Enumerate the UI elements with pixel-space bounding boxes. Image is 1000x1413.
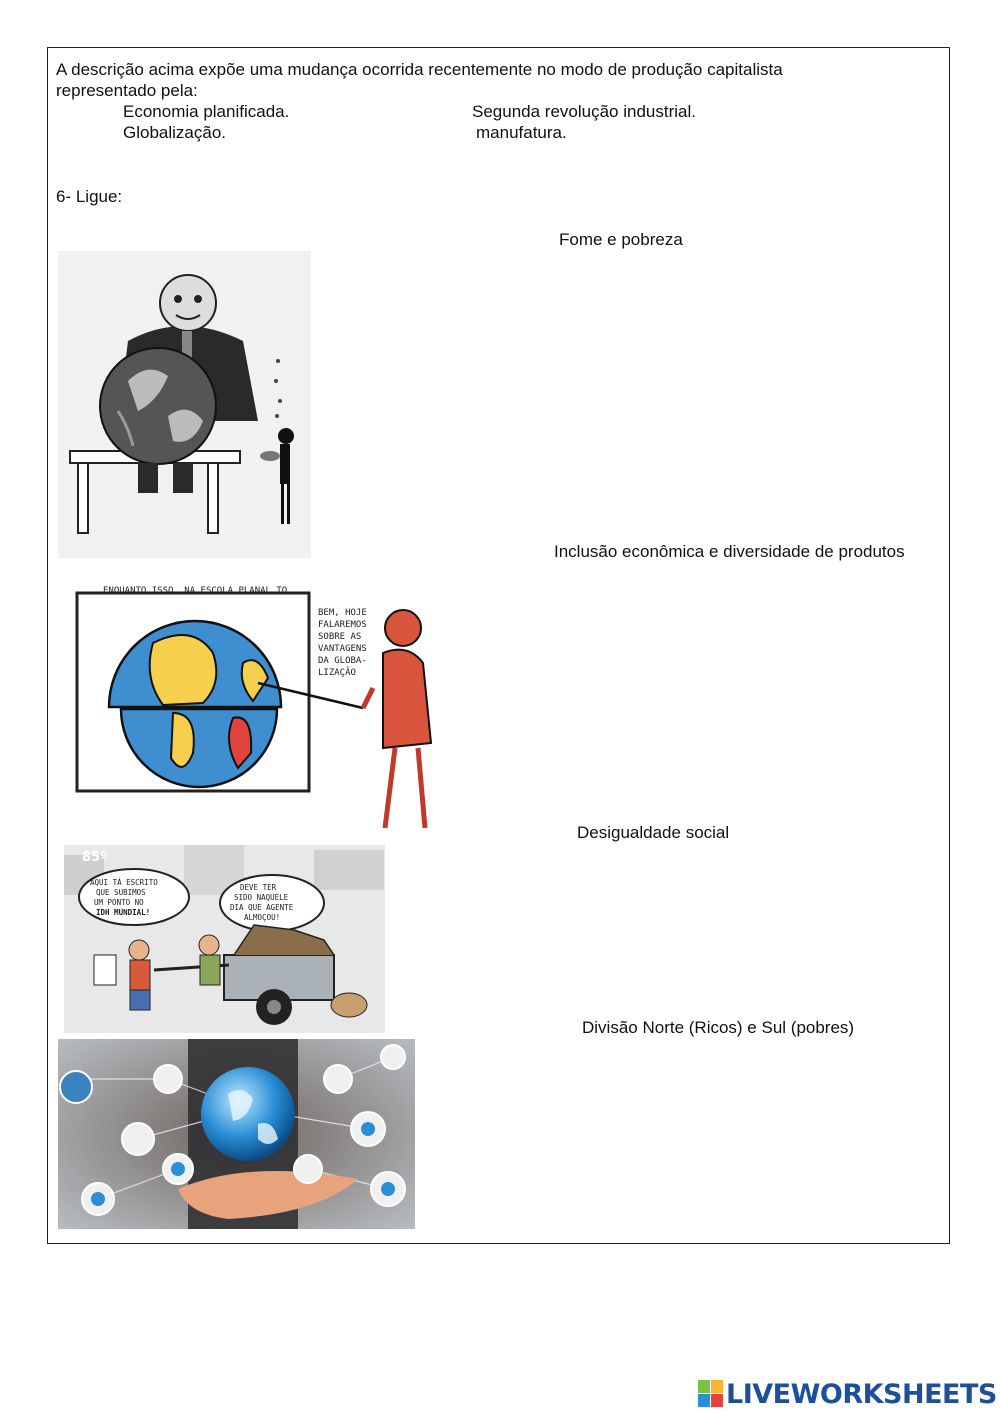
cartoon-rich-man-globe-image[interactable] (58, 251, 311, 558)
cartoon2-speech-5: DA GLOBA- (318, 656, 367, 666)
cartoon2-header: ENQUANTO ISSO, NA ESCOLA PLANAL TO (103, 586, 288, 596)
option-manufatura[interactable]: manufatura. (476, 123, 567, 142)
liveworksheets-brand (698, 1378, 997, 1410)
match-label-desigualdade[interactable]: Desigualdade social (577, 823, 730, 842)
cartoon-school-globalization-image[interactable] (73, 583, 465, 839)
cartoon-idh-cart-image[interactable] (64, 845, 385, 1033)
match-label-divisao[interactable]: Divisão Norte (Ricos) e Sul (pobres) (582, 1018, 855, 1037)
option-globalizacao[interactable]: Globalização. (123, 123, 227, 142)
cartoon3-bubble2-1: DEVE TER (240, 883, 277, 892)
cartoon3-bubble2-2: SIDO NAQUELE (234, 893, 289, 902)
globe-network-hand-image[interactable] (58, 1039, 415, 1229)
cartoon3-bubble1-4: IDH MUNDIAL! (96, 908, 151, 917)
cartoon3-bubble2-3: DIA QUE AGENTE (230, 903, 294, 912)
cartoon2-speech-4: VANTAGENS (318, 644, 367, 654)
cartoon2-speech-2: FALAREMOS (318, 620, 367, 630)
exercise-title: 6- Ligue: (56, 187, 123, 206)
option-economia-planificada[interactable]: Economia planificada. (123, 102, 290, 121)
cartoon2-speech-1: BEM, HOJE (318, 608, 367, 618)
option-segunda-revolucao[interactable]: Segunda revolução industrial. (472, 102, 696, 121)
cartoon3-bubble1-1: AQUI TÁ ESCRITO (90, 878, 158, 887)
cartoon3-bubble2-4: ALMOÇOU! (244, 913, 281, 922)
cartoon2-speech-3: SOBRE AS (318, 632, 362, 642)
match-label-inclusao[interactable]: Inclusão econômica e diversidade de produtos (554, 542, 905, 561)
cartoon3-bubble1-2: QUE SUBIMOS (96, 888, 146, 897)
cartoon3-temperature: 85º (82, 850, 108, 865)
liveworksheets-name: LIVEWORKSHEETS (726, 1378, 997, 1410)
cartoon2-speech-6: LIZAÇÃO (318, 668, 356, 678)
liveworksheets-logo-icon (698, 1380, 724, 1408)
cartoon3-bubble1-3: UM PONTO NO (94, 898, 144, 907)
match-label-fome[interactable]: Fome e pobreza (559, 230, 683, 249)
question-text-line1: A descrição acima expõe uma mudança ocorrida recentemente no modo de produção capitalista (56, 60, 783, 79)
question-text-line2: representado pela: (56, 81, 198, 100)
